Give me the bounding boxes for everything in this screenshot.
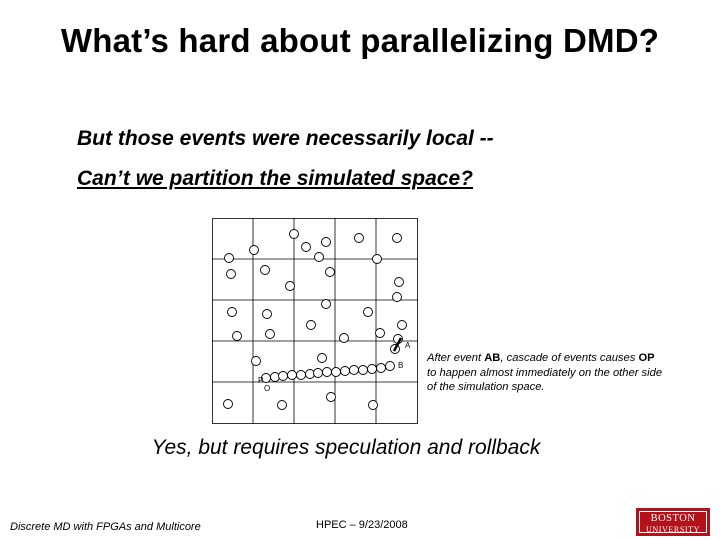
particle: [332, 368, 341, 377]
particle: [395, 278, 404, 287]
bullet-events-local: But those events were necessarily local --: [77, 127, 494, 150]
particle: [307, 321, 316, 330]
particle: [297, 371, 306, 380]
bullet-partition-space: Can’t we partition the simulated space?: [77, 167, 473, 190]
particle: [393, 234, 402, 243]
particle: [393, 293, 402, 302]
particle: [228, 308, 237, 317]
particle: [368, 365, 377, 374]
particle: [288, 371, 297, 380]
particle: [279, 372, 288, 381]
particle: [306, 370, 315, 379]
particle: [314, 369, 323, 378]
particle: [224, 400, 233, 409]
particle: [364, 308, 373, 317]
boston-university-logo: [636, 508, 710, 536]
diagram-caption: [427, 351, 663, 395]
slide-title: What’s hard about parallelizing DMD?: [60, 22, 660, 59]
particle: [225, 254, 234, 263]
label-b: B: [398, 361, 404, 370]
logo-text-university: UNIVERSITY: [646, 525, 700, 534]
footer-presentation-title: Discrete MD with FPGAs and Multicore: [10, 521, 201, 533]
logo-text-boston: BOSTON: [650, 513, 696, 524]
particle: [322, 238, 331, 247]
particle: [350, 366, 359, 375]
particle: [278, 401, 287, 410]
caption-text-post: to happen almost immediately on the other side of the simulation space.: [427, 366, 663, 393]
label-a: A: [405, 341, 411, 350]
particle: [341, 367, 350, 376]
particle: [266, 330, 275, 339]
particle: [377, 364, 386, 373]
particle: [261, 266, 270, 275]
grid-border: [213, 219, 418, 424]
particle: [315, 253, 324, 262]
particle: [369, 401, 378, 410]
grid-lines: [212, 218, 418, 424]
particle: [271, 373, 280, 382]
particle: [323, 368, 332, 377]
particle: [302, 243, 311, 252]
particles: [224, 230, 407, 410]
particle: [233, 332, 242, 341]
particle: [326, 268, 335, 277]
caption-event-ab: AB: [484, 352, 501, 364]
conclusion-text: Yes, but requires speculation and rollback: [151, 436, 541, 459]
particle: [318, 354, 327, 363]
footer-venue-date: HPEC – 9/23/2008: [316, 519, 408, 531]
particle: [373, 255, 382, 264]
caption-text-mid: , cascade of events causes: [500, 352, 639, 364]
logo-frame: [639, 511, 707, 533]
caption-text-pre: After event: [427, 352, 485, 364]
label-p: P: [258, 376, 264, 385]
particle: [227, 270, 236, 279]
particle: [359, 366, 368, 375]
simulation-grid-diagram: [212, 218, 418, 424]
particle: [252, 357, 261, 366]
particle: [376, 329, 385, 338]
particle: [327, 393, 336, 402]
particle: [286, 282, 295, 291]
caption-event-op: OP: [638, 352, 655, 364]
particle: [322, 300, 331, 309]
label-o: O: [264, 384, 271, 393]
particle: [355, 234, 364, 243]
particle: [250, 246, 259, 255]
particle: [263, 310, 272, 319]
particle: [386, 362, 395, 371]
particle: [290, 230, 299, 239]
particle: [398, 321, 407, 330]
particle: [340, 334, 349, 343]
